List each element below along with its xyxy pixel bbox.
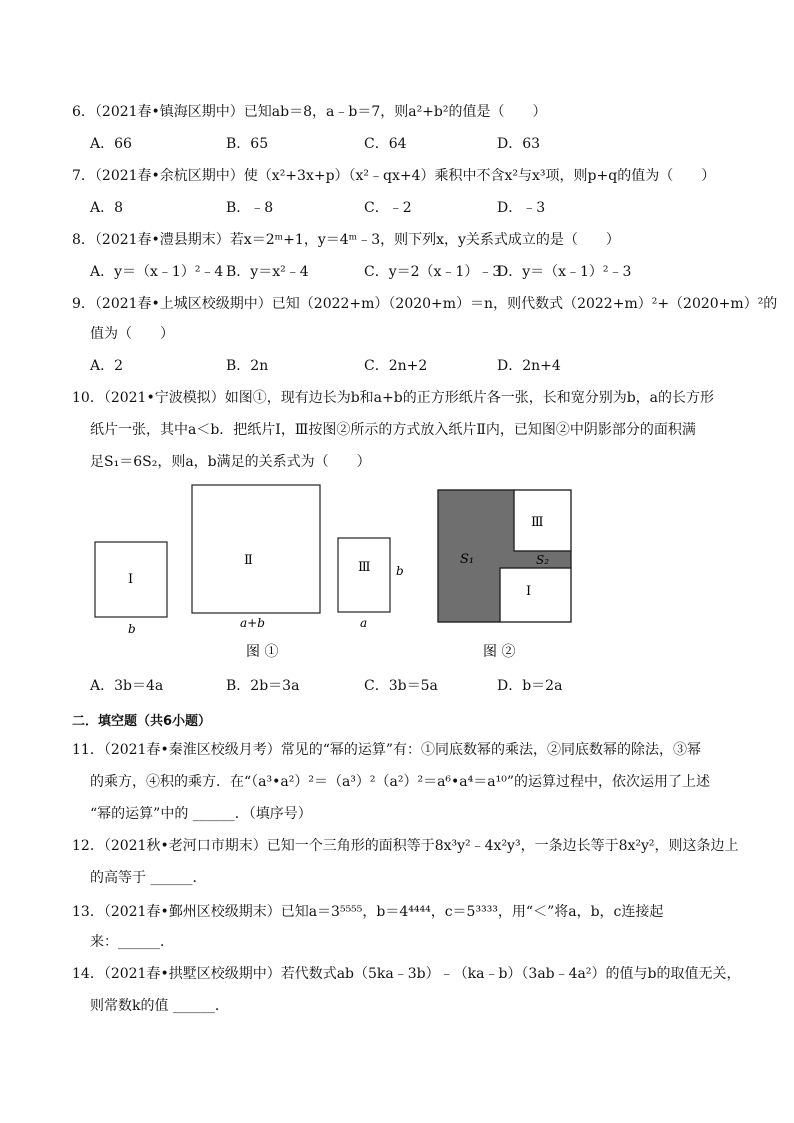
square-I-side-label: b (128, 622, 136, 636)
rectangle-III-label: Ⅲ (358, 560, 371, 575)
q10-option-c[interactable]: C．3b＝5a (364, 678, 438, 694)
question-6-stem: 6．（2021春•镇海区期中）已知ab＝8，a﹣b＝7，则a²+b²的值是（ ） (72, 104, 547, 120)
q9-option-b[interactable]: B．2n (226, 358, 269, 374)
question-10-stem-line-1: 10．（2021•宁波模拟）如图①，现有边长为b和a+b的正方形纸片各一张，长和宽分别为b，a的长方形 (72, 390, 715, 406)
q7-option-c[interactable]: C．﹣2 (364, 200, 412, 216)
question-13-line-2: 来：______． (90, 934, 174, 950)
question-11-line-1: 11．（2021春•秦淮区校级月考）常见的“幂的运算”有：①同底数幂的乘法，②同底数幂的除法，③幂 (72, 742, 702, 758)
figure-2-caption: 图 ② (483, 644, 516, 660)
q8-option-a[interactable]: A．y＝（x﹣1）²﹣4 (90, 264, 224, 280)
q10-option-b[interactable]: B．2b＝3a (226, 678, 300, 694)
square-II-side-label: a+b (240, 616, 265, 630)
figure-2-III-label: Ⅲ (531, 515, 544, 530)
figure-2-S2-label: S₂ (536, 553, 550, 567)
q6-option-b[interactable]: B．65 (226, 136, 269, 152)
rectangle-III-height-label: b (396, 564, 404, 578)
square-I-label: Ⅰ (128, 572, 134, 587)
q7-option-a[interactable]: A．8 (90, 200, 124, 216)
question-9-stem-line-2: 值为（ ） (90, 326, 174, 342)
figure-2-square-I (500, 568, 571, 622)
q6-option-a[interactable]: A．66 (90, 136, 132, 152)
question-12-line-2: 的高等于 ______． (90, 870, 207, 886)
question-12-line-1: 12．（2021秋•老河口市期末）已知一个三角形的面积等于8x³y²﹣4x²y³，一条边长等于8x²y²，则这条边上 (72, 838, 739, 854)
question-11-line-2: 的乘方，④积的乘方．在“（a³•a²）²＝（a³）²（a²）²＝a⁶•a⁴＝a¹⁰”的运算过程中，依次运用了上述 (90, 774, 710, 790)
square-II (192, 485, 320, 613)
q9-option-d[interactable]: D．2n+4 (497, 358, 561, 374)
section-2-title: 二．填空题（共6小题） (72, 714, 212, 729)
figure-2-S1-label: S₁ (460, 552, 475, 567)
question-14-line-2: 则常数k的值 ______． (90, 998, 229, 1014)
q9-option-a[interactable]: A．2 (90, 358, 124, 374)
rectangle-III-width-label: a (360, 616, 368, 630)
q6-option-c[interactable]: C．64 (364, 136, 407, 152)
question-10-stem-line-2: 纸片一张，其中a＜b．把纸片Ⅰ，Ⅲ按图②所示的方式放入纸片Ⅱ内，已知图②中阴影部分的面积满 (90, 422, 696, 438)
figure-2-I-label: Ⅰ (526, 584, 532, 599)
question-10-figure (0, 480, 794, 670)
question-10-stem-line-3: 足S₁＝6S₂，则a，b满足的关系式为（ ） (90, 454, 371, 470)
q6-option-d[interactable]: D．63 (497, 136, 541, 152)
rectangle-III (338, 538, 390, 612)
q8-option-b[interactable]: B．y＝x²﹣4 (226, 264, 309, 280)
q7-option-d[interactable]: D．﹣3 (497, 200, 546, 216)
q7-option-b[interactable]: B．﹣8 (226, 200, 274, 216)
q8-option-c[interactable]: C．y＝2（x﹣1）﹣3 (364, 264, 502, 280)
figure-1-caption: 图 ① (246, 644, 279, 660)
question-9-stem-line-1: 9．（2021春•上城区校级期中）已知（2022+m）（2020+m）＝n，则代数式（2022+m）²+（2020+m）²的 (72, 296, 778, 312)
question-13-line-1: 13．（2021春•鄞州区校级期末）已知a＝3⁵⁵⁵⁵，b＝4⁴⁴⁴⁴，c＝5³³³³，用“＜”将a，b，c连接起 (72, 904, 664, 920)
question-7-stem: 7．（2021春•余杭区期中）使（x²+3x+p）（x²﹣qx+4）乘积中不含x²与x³项，则p+q的值为（ ） (72, 168, 716, 184)
question-8-stem: 8．（2021春•澧县期末）若x＝2ᵐ+1，y＝4ᵐ﹣3，则下列x，y关系式成立的是（ ） (72, 232, 620, 248)
question-14-line-1: 14．（2021春•拱墅区校级期中）若代数式ab（5ka﹣3b）﹣（ka﹣b）（3ab﹣4a²）的值与b的取值无关， (72, 966, 741, 982)
question-11-line-3: “幂的运算”中的 ______．（填序号） (90, 806, 312, 822)
q10-option-a[interactable]: A．3b＝4a (90, 678, 164, 694)
q8-option-d[interactable]: D．y＝（x﹣1）²﹣3 (497, 264, 632, 280)
square-II-label: Ⅱ (244, 553, 253, 568)
q9-option-c[interactable]: C．2n+2 (364, 358, 428, 374)
shaded-region (438, 490, 571, 622)
q10-option-d[interactable]: D．b＝2a (497, 678, 563, 694)
